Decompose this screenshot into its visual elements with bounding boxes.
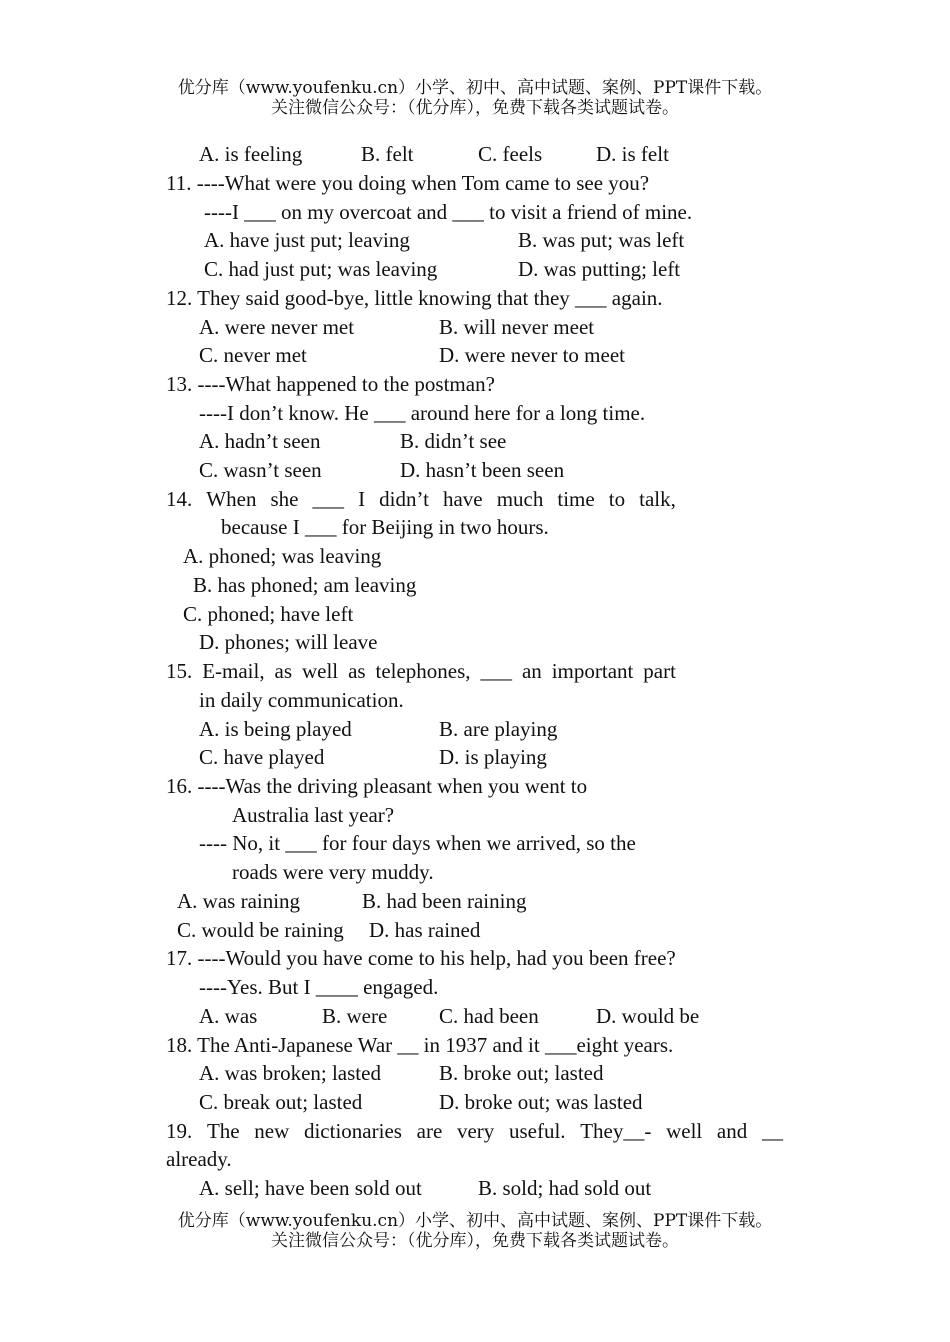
- option-c: C. never met: [199, 343, 307, 367]
- option-d: D. was putting; left: [518, 257, 681, 281]
- footer-line-2: 关注微信公众号：（优分库），免费下载各类试题试卷。: [271, 1231, 679, 1251]
- option-b: B. will never meet: [439, 315, 595, 339]
- option-c: C. had been: [439, 1004, 539, 1028]
- question-19-stem: 19. The new dictionaries are very useful. They__- well and __: [166, 1119, 783, 1143]
- option-c: C. feels: [478, 142, 543, 166]
- option-a: A. sell; have been sold out: [199, 1176, 422, 1200]
- question-14-stem: 14. When she ___ I didn’t have much time to talk,: [166, 487, 676, 511]
- option-b: B. are playing: [439, 717, 558, 741]
- question-15-stem: 15. E-mail, as well as telephones, ___ an important part: [166, 659, 676, 683]
- header-line-2: 关注微信公众号：（优分库），免费下载各类试题试卷。: [271, 98, 679, 118]
- option-b: B. had been raining: [362, 889, 527, 913]
- page-footer: [0, 1211, 950, 1251]
- option-d: D. would be: [596, 1004, 700, 1028]
- option-d: D. has rained: [369, 918, 481, 942]
- option-c: C. had just put; was leaving: [204, 257, 438, 281]
- option-c: C. would be raining: [177, 918, 344, 942]
- option-a: A. is feeling: [199, 142, 303, 166]
- option-d: D. were never to meet: [439, 343, 625, 367]
- option-a: A. phoned; was leaving: [183, 544, 382, 568]
- option-a: A. was raining: [177, 889, 301, 913]
- option-b: B. sold; had sold out: [478, 1176, 652, 1200]
- option-d: D. is playing: [439, 745, 547, 769]
- option-b: B. didn’t see: [400, 429, 507, 453]
- option-a: A. is being played: [199, 717, 352, 741]
- option-d: D. broke out; was lasted: [439, 1090, 643, 1114]
- footer-line-1: 优分库（www.youfenku.cn）小学、初中、高中试题、案例、PPT课件下载。: [177, 1211, 773, 1231]
- option-b: B. was put; was left: [518, 228, 685, 252]
- option-b: B. broke out; lasted: [439, 1061, 604, 1085]
- option-a: A. were never met: [199, 315, 355, 339]
- option-a: A. have just put; leaving: [204, 228, 410, 252]
- page-header: [0, 78, 950, 118]
- option-c: C. break out; lasted: [199, 1090, 363, 1114]
- option-b: B. has phoned; am leaving: [193, 573, 417, 597]
- option-a: A. was: [199, 1004, 258, 1028]
- option-b: B. were: [322, 1004, 388, 1028]
- option-a: A. hadn’t seen: [199, 429, 321, 453]
- option-a: A. was broken; lasted: [199, 1061, 381, 1085]
- option-c: C. phoned; have left: [183, 602, 354, 626]
- option-c: C. wasn’t seen: [199, 458, 322, 482]
- option-c: C. have played: [199, 745, 325, 769]
- header-line-1: 优分库（www.youfenku.cn）小学、初中、高中试题、案例、PPT课件下载。: [177, 78, 773, 98]
- option-d: D. is felt: [596, 142, 669, 166]
- option-d: D. hasn’t been seen: [400, 458, 565, 482]
- option-b: B. felt: [361, 142, 414, 166]
- option-d: D. phones; will leave: [199, 630, 378, 654]
